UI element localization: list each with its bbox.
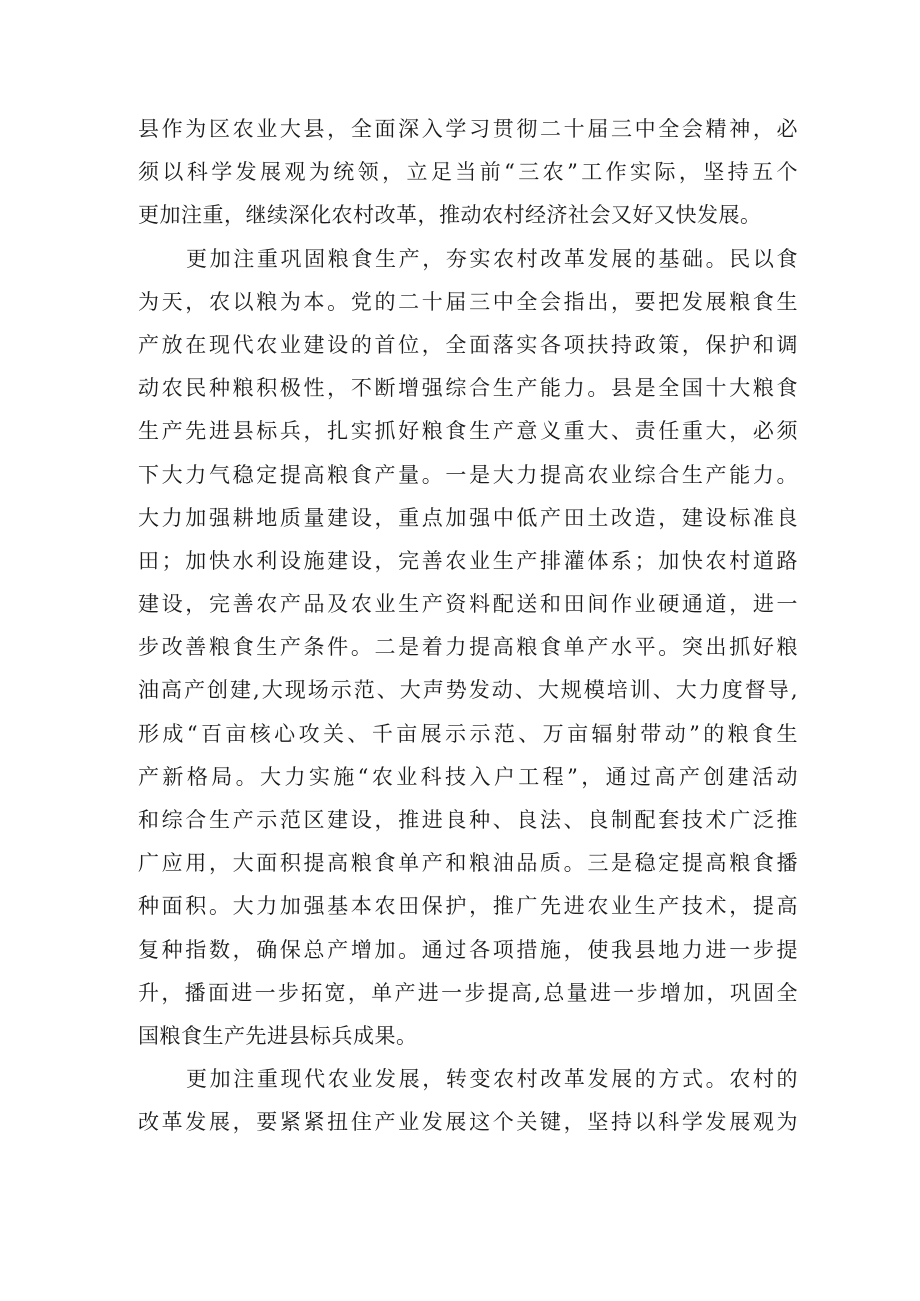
text-line: 更加注重，继续深化农村改革，推动农村经济社会又好又快发展。 xyxy=(138,203,762,228)
text-line: 国粮食生产先进县标兵成果。 xyxy=(138,1023,418,1048)
text-line: 步改善粮食生产条件。二是着力提高粮食单产水平。突出抓好粮 xyxy=(138,635,798,660)
text-line: 复种指数，确保总产增加。通过各项措施，使我县地力进一步提 xyxy=(138,937,798,962)
paragraph xyxy=(138,108,798,238)
text-line: 须以科学发展观为统领，立足当前“三农”工作实际，坚持五个 xyxy=(138,160,798,185)
text-line: 和综合生产示范区建设，推进良种、良法、良制配套技术广泛推 xyxy=(138,808,798,832)
text-line: 田；加快水利设施建设，完善农业生产排灌体系；加快农村道路 xyxy=(138,548,798,573)
text-line: 更加注重现代农业发展，转变农村改革发展的方式。农村的 xyxy=(186,1067,798,1092)
text-line: 生产先进县标兵，扎实抓好粮食生产意义重大、责任重大，必须 xyxy=(138,419,798,444)
text-line: 为天，农以粮为本。党的二十届三中全会指出，要把发展粮食生 xyxy=(138,289,798,314)
text-line: 大力加强耕地质量建设，重点加强中低产田土改造，建设标准良 xyxy=(138,505,798,530)
text-line: 广应用，大面积提高粮食单产和粮油品质。三是稳定提高粮食播 xyxy=(138,851,798,876)
paragraph xyxy=(138,1058,798,1144)
text-line: 下大力气稳定提高粮食产量。一是大力提高农业综合生产能力。 xyxy=(138,462,798,487)
text-line: 动农民种粮积极性，不断增强综合生产能力。县是全国十大粮食 xyxy=(138,376,798,401)
text-line: 更加注重巩固粮食生产，夯实农村改革发展的基础。民以食 xyxy=(186,246,798,271)
text-line: 产新格局。大力实施“农业科技入户工程”，通过高产创建活动 xyxy=(138,764,798,789)
text-line: 种面积。大力加强基本农田保护，推广先进农业生产技术，提高 xyxy=(138,894,798,919)
text-line: 形成“百亩核心攻关、千亩展示示范、万亩辐射带动”的粮食生 xyxy=(138,721,798,746)
document-body xyxy=(138,108,798,1145)
text-line: 油高产创建,大现场示范、大声势发动、大规模培训、大力度督导, xyxy=(138,678,798,703)
text-line: 县作为区农业大县，全面深入学习贯彻二十届三中全会精神，必 xyxy=(138,117,798,141)
paragraph xyxy=(138,238,798,1059)
text-line: 建设，完善农产品及农业生产资料配送和田间作业硬通道，进一 xyxy=(138,592,798,617)
text-line: 升，播面进一步拓宽，单产进一步提高,总量进一步增加，巩固全 xyxy=(138,980,798,1005)
text-line: 产放在现代农业建设的首位，全面落实各项扶持政策，保护和调 xyxy=(138,332,798,357)
text-line: 改革发展，要紧紧扭住产业发展这个关键，坚持以科学发展观为 xyxy=(138,1110,798,1135)
